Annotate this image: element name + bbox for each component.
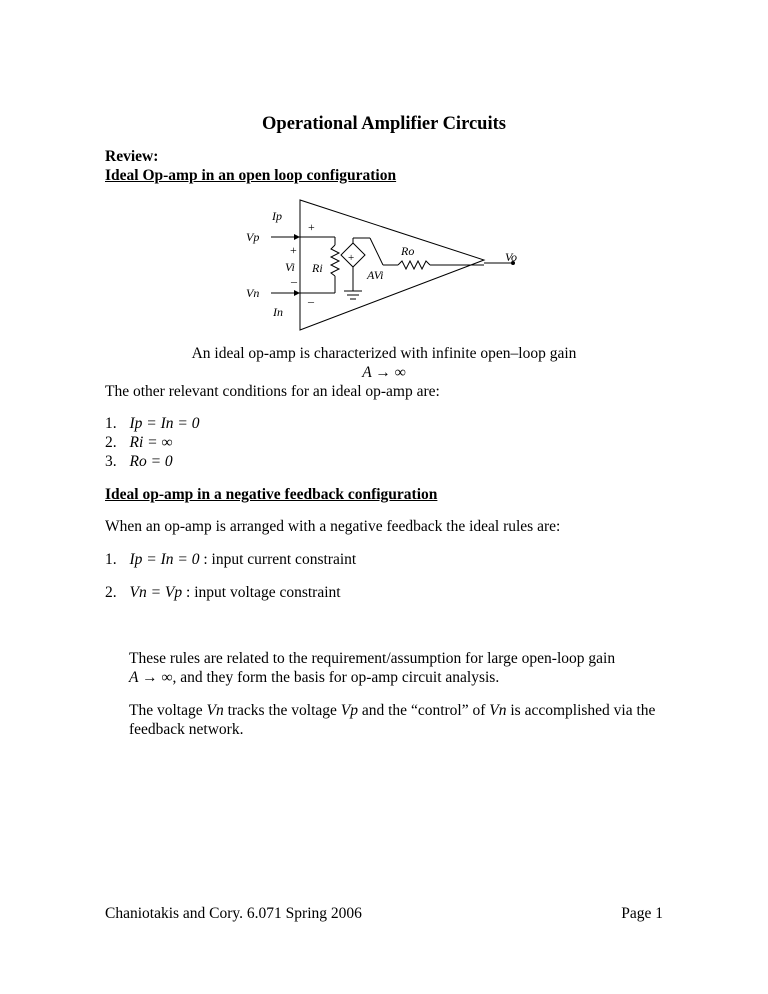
caption-line-1: An ideal op-amp is characterized with infinite open–loop gain: [191, 345, 577, 362]
ri-resistor: [331, 245, 339, 276]
label-ro: Ro: [401, 244, 415, 258]
rule-item-current: [105, 551, 356, 569]
para1-line2: [129, 669, 499, 687]
op-amp-diagram: [240, 195, 540, 340]
conditions-intro: The other relevant conditions for an ideal op-amp are:: [105, 383, 440, 400]
label-ip: Ip: [272, 209, 282, 223]
para2-vn: Vn: [206, 702, 224, 719]
rule-desc: : input current constraint: [199, 551, 357, 568]
label-vi: Vi: [285, 260, 295, 274]
list-item: [105, 453, 173, 471]
label-minus-input: –: [308, 294, 314, 308]
footer-left: Chaniotakis and Cory. 6.071 Spring 2006: [105, 905, 362, 922]
para2-text: is accomplished via the: [506, 702, 656, 719]
para2-vp: Vp: [340, 702, 358, 719]
label-vi-plus: +: [290, 243, 297, 257]
section2-intro: When an op-amp is arranged with a negative feedback the ideal rules are:: [105, 518, 561, 535]
para1-line1: These rules are related to the requirement/assumption for large open-loop gain: [129, 650, 616, 667]
para2-vn: Vn: [489, 702, 507, 719]
rule-desc: : input voltage constraint: [182, 584, 341, 601]
label-vn: Vn: [246, 286, 260, 300]
caption-line-2: A → ∞: [362, 364, 406, 381]
label-vo: Vo: [505, 250, 517, 264]
rule-item-voltage: [105, 584, 341, 602]
label-vp: Vp: [246, 230, 260, 244]
page-number: Page 1: [621, 905, 663, 922]
list-number: 1.: [105, 415, 117, 432]
list-number: 2.: [105, 434, 117, 451]
para2-line1: [129, 702, 655, 720]
label-plus-input: +: [308, 220, 315, 234]
label-ri: Ri: [312, 261, 323, 275]
para1-rest: , and they form the basis for op-amp circuit analysis.: [172, 669, 500, 686]
list-text: Ip = In = 0: [129, 415, 200, 432]
para2-text: and the “control” of: [358, 702, 490, 719]
para2-line2: feedback network.: [129, 721, 244, 738]
review-label: Review:: [105, 148, 159, 165]
label-avi: AVi: [367, 268, 384, 282]
list-text: Ro = 0: [129, 453, 173, 470]
para2-text: tracks the voltage: [223, 702, 341, 719]
label-in: In: [273, 305, 283, 319]
list-text: Ri = ∞: [129, 434, 173, 451]
list-number: 3.: [105, 453, 117, 470]
list-item: [105, 434, 173, 452]
list-number: 2.: [105, 584, 117, 601]
section-heading-negative-feedback: Ideal op-amp in a negative feedback configuration: [105, 486, 438, 503]
list-item: [105, 415, 200, 433]
list-number: 1.: [105, 551, 117, 568]
rule-expr: Vn = Vp: [129, 584, 183, 601]
rule-expr: Ip = In = 0: [129, 551, 200, 568]
label-source-plus: +: [348, 252, 355, 264]
para2-text: The voltage: [129, 702, 207, 719]
para1-expr: A → ∞: [129, 669, 173, 686]
page-title: Operational Amplifier Circuits: [262, 114, 506, 134]
label-vi-minus: –: [291, 274, 297, 288]
section-heading-open-loop: Ideal Op-amp in an open loop configuration: [105, 167, 397, 184]
ro-resistor: [398, 261, 430, 269]
